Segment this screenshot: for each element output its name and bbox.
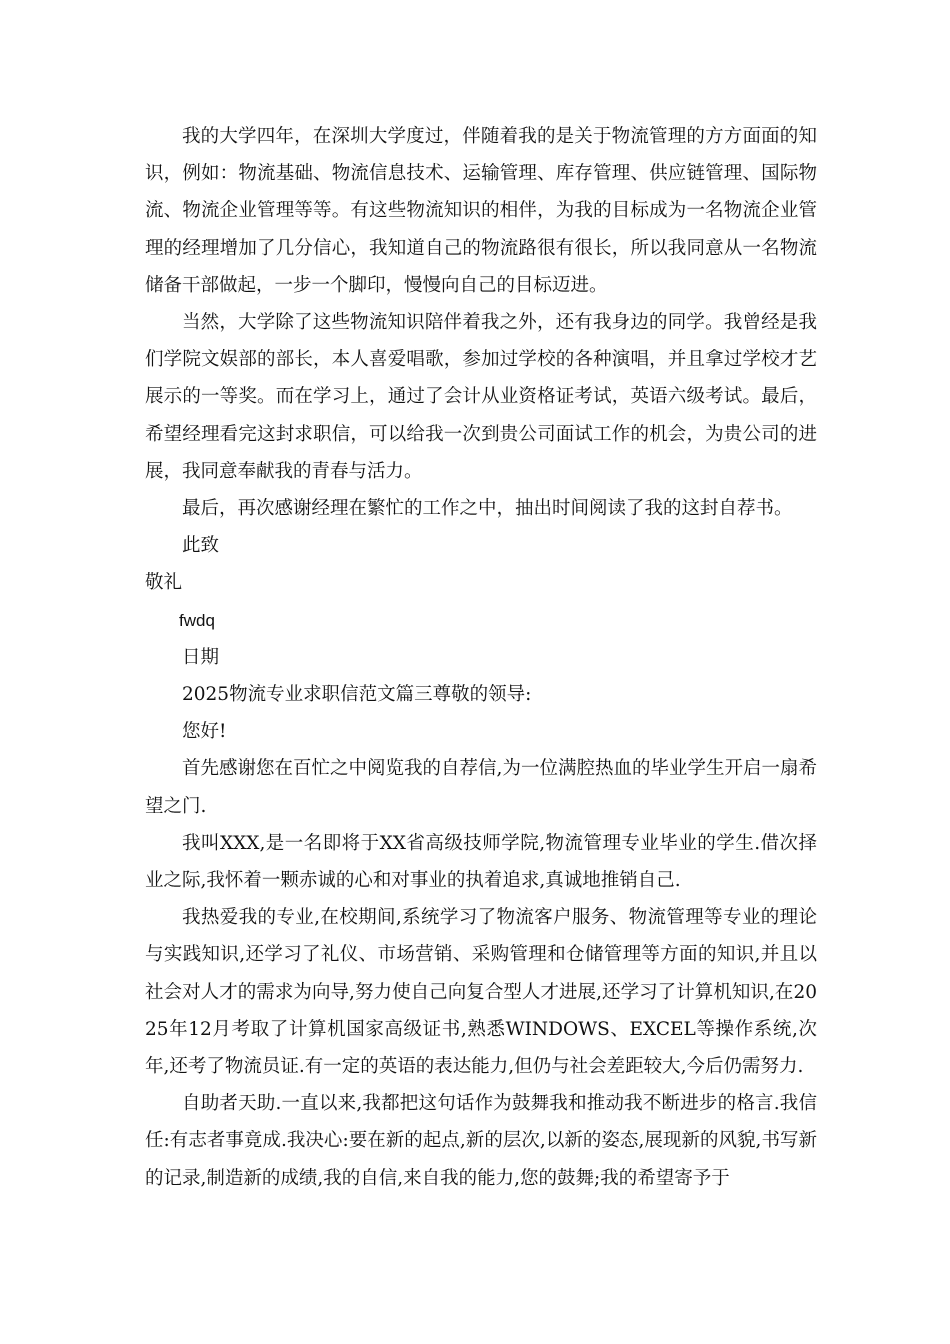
document-body: [145, 118, 817, 1197]
closing-regards: 敬礼: [145, 572, 183, 594]
paragraph-university-studies: 我的大学四年，在深圳大学度过，伴随着我的是关于物流管理的方方面面的知识，例如：物流基础、物流信息技术、运输管理、库存管理、供应链管理、国际物流、物流企业管理等等。有这些物流知识的相伴，为我的目标成为一名物流企业管理的经理增加了几分信心，我知道自己的物流路很有很长，所以我同意从一名物流储备干部做起，一步一个脚印，慢慢向自己的目标迈进。: [145, 126, 817, 296]
greeting: 您好!: [182, 721, 227, 743]
paragraph-thanks: 最后，再次感谢经理在繁忙的工作之中，抽出时间阅读了我的这封自荐书。: [182, 498, 793, 520]
date-label: 日期: [182, 646, 220, 668]
closing-salutation: 此致: [182, 535, 220, 557]
paragraph-skills: 我热爱我的专业,在校期间,系统学习了物流客户服务、物流管理等专业的理论与实践知识,还学习了礼仪、市场营销、采购管理和仓储管理等方面的知识,并且以社会对人才的需求为向导,努力使自己向复合型人才进展,还学习了计算机知识,在2025年12月考取了计算机国家高级证书,熟悉WINDOWS、EXCEL等操作系统,次年,还考了物流员证.有一定的英语的表达能力,但仍与社会差距较大,今后仍需努力.: [145, 907, 817, 1078]
paragraph-campus-activities: 当然，大学除了这些物流知识陪伴着我之外，还有我身边的同学。我曾经是我们学院文娱部的部长，本人喜爱唱歌，参加过学校的各种演唱，并且拿过学校才艺展示的一等奖。而在学习上，通过了会计从业资格证考试，英语六级考试。最后，希望经理看完这封求职信，可以给我一次到贵公司面试工作的机会，为贵公司的进展，我同意奉献我的青春与活力。: [145, 312, 817, 482]
signature: fwdq: [179, 610, 215, 630]
paragraph-motto: 自助者天助.一直以来,我都把这句话作为鼓舞我和推动我不断进步的格言.我信任:有志者事竟成.我决心:要在新的起点,新的层次,以新的姿态,展现新的风貌,书写新的记录,制造新的成绩,我的自信,来自我的能力,您的鼓舞;我的希望寄予于: [145, 1093, 817, 1189]
paragraph-introduction: 我叫XXX,是一名即将于XX省高级技师学院,物流管理专业毕业的学生.借次择业之际,我怀着一颗赤诚的心和对事业的执着追求,真诚地推销自己.: [145, 832, 817, 892]
section-heading: 2025物流专业求职信范文篇三尊敬的领导:: [182, 684, 532, 706]
paragraph-opening: 首先感谢您在百忙之中阅览我的自荐信,为一位满腔热血的毕业学生开启一扇希望之门.: [145, 758, 817, 817]
